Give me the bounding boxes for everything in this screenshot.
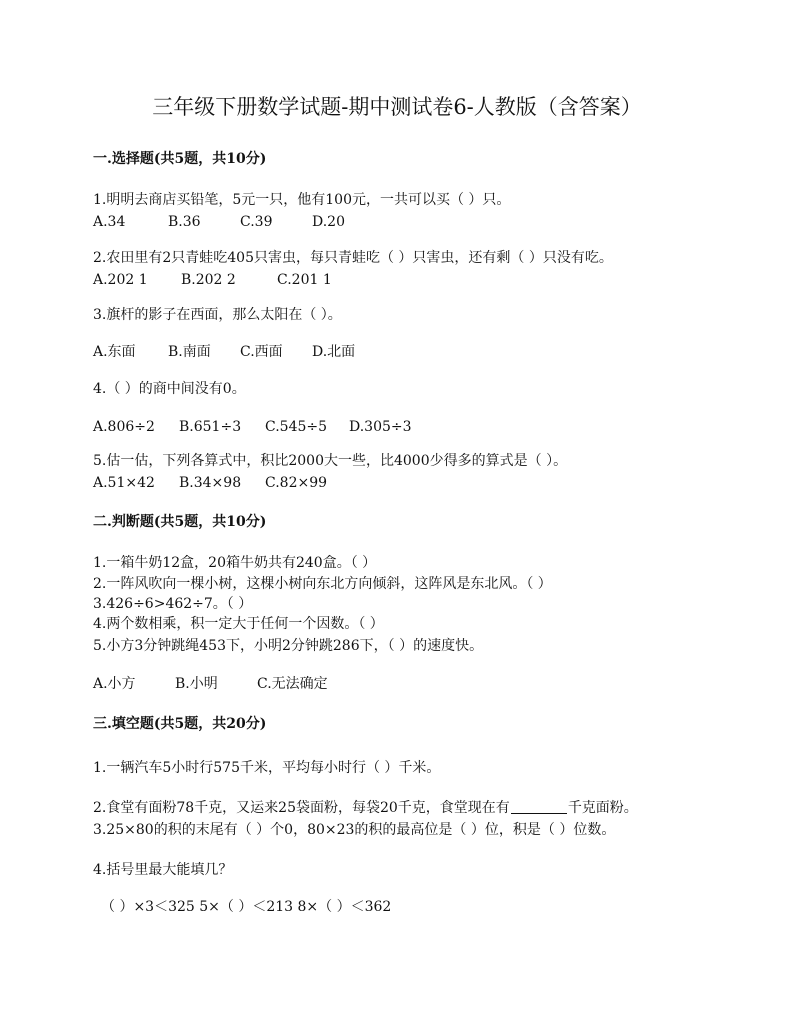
options-row bbox=[93, 674, 328, 694]
option: A.51×42 bbox=[93, 475, 155, 491]
option: C.无法确定 bbox=[257, 676, 328, 692]
options-row bbox=[93, 342, 355, 362]
option: A.小方 bbox=[93, 676, 136, 692]
question-text: 3.25×80的积的末尾有（ ）个0，80×23的积的最高位是（ ）位，积是（ ）位数。 bbox=[93, 822, 616, 838]
question-text-part: 千克面粉。 bbox=[567, 800, 638, 816]
question-text bbox=[93, 798, 638, 818]
option: A.806÷2 bbox=[93, 419, 155, 435]
option: A.34 bbox=[93, 214, 126, 230]
options-row bbox=[93, 417, 412, 437]
options-row bbox=[93, 473, 327, 493]
option: B.34×98 bbox=[179, 475, 242, 491]
question-text: 4.括号里最大能填几？ bbox=[93, 862, 233, 878]
question-text-part: 2.食堂有面粉78千克，又运来25袋面粉，每袋20千克，食堂现在有 bbox=[93, 800, 510, 816]
question-text: 4.（ ）的商中间没有0。 bbox=[93, 381, 246, 397]
question-text: 5.小方3分钟跳绳453下，小明2分钟跳286下，（ ）的速度快。 bbox=[93, 638, 484, 654]
answer-blank[interactable] bbox=[511, 799, 567, 814]
option: B.651÷3 bbox=[179, 419, 242, 435]
question-text: 1.明明去商店买铅笔，5元一只，他有100元，一共可以买（ ）只。 bbox=[93, 192, 511, 208]
option: D.305÷3 bbox=[349, 419, 412, 435]
options-row bbox=[93, 212, 345, 232]
question-text: 2.一阵风吹向一棵小树，这棵小树向东北方向倾斜，这阵风是东北风。（ ） bbox=[93, 576, 552, 592]
option: B.小明 bbox=[175, 676, 218, 692]
question-text: 5.估一估，下列各算式中，积比2000大一些，比4000少得多的算式是（ ）。 bbox=[93, 453, 568, 469]
option: D.20 bbox=[312, 214, 345, 230]
question-text: 1.一箱牛奶12盒，20箱牛奶共有240盒。（ ） bbox=[93, 555, 377, 571]
option: C.545÷5 bbox=[265, 419, 328, 435]
option: C.201 1 bbox=[277, 272, 332, 288]
option: B.36 bbox=[168, 214, 201, 230]
page-title: 三年级下册数学试题-期中测试卷6-人教版（含答案） bbox=[152, 95, 642, 119]
section-heading-fill: 三.填空题(共5题，共20分) bbox=[93, 716, 267, 732]
question-text: 4.两个数相乘，积一定大于任何一个因数。（ ） bbox=[93, 616, 384, 632]
option: C.西面 bbox=[240, 344, 283, 360]
option: A.东面 bbox=[93, 344, 136, 360]
question-items: （ ）×3＜325 5×（ ）＜213 8×（ ）＜362 bbox=[101, 899, 392, 915]
option: C.82×99 bbox=[265, 475, 328, 491]
section-heading-judge: 二.判断题(共5题，共10分) bbox=[93, 514, 267, 530]
section-heading-choice: 一.选择题(共5题，共10分) bbox=[93, 151, 267, 167]
question-text: 3.旗杆的影子在西面，那么太阳在（ ）。 bbox=[93, 307, 342, 323]
option: A.202 1 bbox=[93, 272, 148, 288]
question-text: 2.农田里有2只青蛙吃405只害虫，每只青蛙吃（ ）只害虫，还有剩（ ）只没有吃。 bbox=[93, 250, 613, 266]
question-text: 1.一辆汽车5小时行575千米，平均每小时行（ ）千米。 bbox=[93, 760, 441, 776]
option: D.北面 bbox=[312, 344, 356, 360]
question-text: 3.426÷6>462÷7。（ ） bbox=[93, 596, 253, 612]
option: C.39 bbox=[240, 214, 273, 230]
option: B.202 2 bbox=[181, 272, 236, 288]
option: B.南面 bbox=[168, 344, 211, 360]
options-row bbox=[93, 270, 332, 290]
